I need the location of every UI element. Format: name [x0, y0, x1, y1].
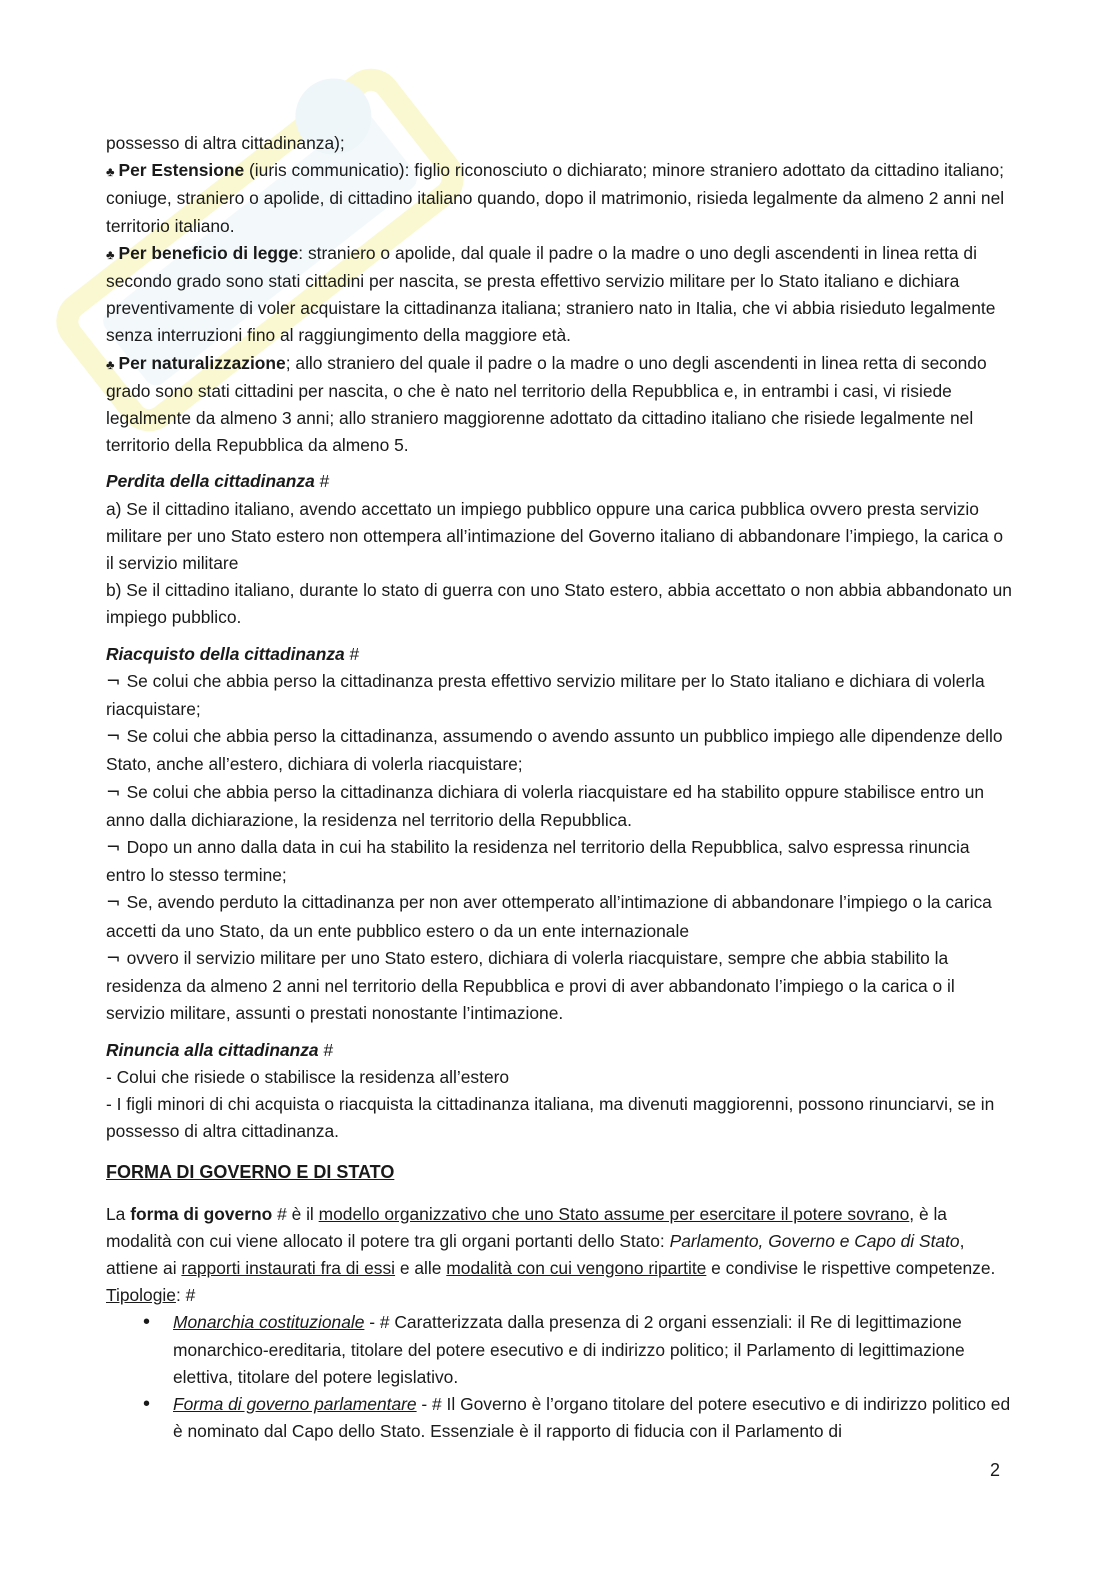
continuation-line: possesso di altra cittadinanza); [106, 133, 345, 153]
acquisition-item [106, 350, 1012, 460]
acquisition-item [106, 157, 1012, 240]
club-bullet-icon: ♣ [106, 246, 115, 262]
page-number: 2 [990, 1460, 1001, 1480]
section-heading-rinuncia: Rinuncia alla cittadinanza # [106, 1039, 334, 1060]
negation-bullet-icon: ¬ [106, 838, 121, 859]
perdita-item: b) Se il cittadino italiano, durante lo stato di guerra con uno Stato estero, abbia accettato o non abbia abbandonato un impiego pubblico. [106, 580, 1012, 628]
negation-bullet-icon: ¬ [106, 727, 121, 748]
acquisition-label: Per beneficio di legge [118, 242, 299, 263]
list-item: • Monarchia costituzionale - # Caratterizzata dalla presenza di 2 organi essenziali: il Re di legittimazione monarchico-ereditaria, titolare del potere esecutivo e di indirizzo politico; il Parlamento di legittimazione elettiva, titolare del potere legislativo. [173, 1309, 1012, 1391]
club-bullet-icon: ♣ [106, 356, 115, 372]
club-bullet-icon: ♣ [106, 164, 115, 180]
perdita-item: a) Se il cittadino italiano, avendo accettato un impiego pubblico oppure una carica pubblica ovvero presta servizio militare per uno Stato estero non ottempera all’intimazione del Governo italiano di abbandonare l’impiego, la carica o il servizio militare [106, 498, 1004, 574]
negation-bullet-icon: ¬ [106, 671, 121, 692]
acquisition-text: (iuris communicatio): figlio riconosciuto o dichiarato; minore straniero adottato da cittadino italiano; coniuge, straniero o apolide, di cittadino italiano quando, dopo il matrimonio, risieda legalmente da almeno 2 anni nel territorio italiano. [106, 160, 1005, 236]
list-item: • Forma di governo parlamentare - # Il Governo è l’organo titolare del potere esecutivo e di indirizzo politico ed è nominato dal Capo dello Stato. Essenziale è il rapporto di fiducia con il Parlamento di [173, 1391, 1012, 1445]
rinuncia-item: - I figli minori di chi acquista o riacquista la cittadinanza italiana, ma divenuti maggiorenni, possono rinunciarvi, se in possesso di altra cittadinanza. [106, 1093, 995, 1142]
section-heading-riacquisto: Riacquisto della cittadinanza # [106, 643, 360, 664]
negation-bullet-icon: ¬ [106, 782, 121, 803]
acquisition-label: Per naturalizzazione [118, 352, 286, 373]
riacquisto-item: ¬ Se colui che abbia perso la cittadinanza, assumendo o avendo assunto un pubblico impiego alle dipendenze dello Stato, anche all’estero, dichiara di volerla riacquistare; [106, 726, 1003, 775]
negation-bullet-icon: ¬ [106, 893, 121, 914]
riacquisto-item: ¬ Se colui che abbia perso la cittadinanza dichiara di volerla riacquistare ed ha stabilito oppure stabilisce entro un anno dalla dichiarazione, la residenza nel territorio della Repubblica. [106, 781, 985, 830]
riacquisto-item: ¬ ovvero il servizio militare per uno Stato estero, dichiara di volerla riacquistare, sempre che abbia stabilito la residenza da almeno 2 anni nel territorio della Repubblica e provi di aver abbandonato l’impiego o la carica o il servizio militare, assunti o prestati nonostante l’intimazione. [106, 947, 955, 1024]
acquisition-label: Per Estensione [118, 160, 245, 181]
riacquisto-item: ¬ Se colui che abbia perso la cittadinanza presta effettivo servizio militare per lo Stato italiano e dichiara di volerla riacquistare; [106, 670, 985, 720]
acquisition-text: : straniero o apolide, dal quale il padre o la madre o uno degli ascendenti in linea retta di secondo grado sono stati cittadini per nascita, se presta effettivo servizio militare per lo Stato italiano e dichiara preventivamente di voler acquistare la cittadinanza italiana; straniero nato in Italia, che vi abbia risieduto legalmente senza interruzioni fino al raggiungimento della maggiore età. [106, 242, 996, 346]
riacquisto-item: ¬ Se, avendo perduto la cittadinanza per non aver ottemperato all’intimazione di abbandonare l’impiego o la carica accetti da uno Stato, da un ente pubblico estero o da un ente internazionale [106, 892, 992, 941]
section-heading-perdita: Perdita della cittadinanza # [106, 471, 330, 492]
acquisition-text: ; allo straniero del quale il padre o la madre o uno degli ascendenti in linea retta di secondo grado sono stati cittadini per nascita, o che è nato nel territorio della Repubblica e, in entrambi i casi, vi risiede legalmente da almeno 3 anni; allo straniero maggiorenne adottato da cittadino italiano che risiede legalmente nel territorio della Repubblica da almeno 5. [106, 352, 987, 456]
document-page [106, 130, 1012, 1445]
acquisition-item [106, 240, 1012, 350]
rinuncia-item: - Colui che risiede o stabilisce la residenza all’estero [106, 1066, 510, 1087]
riacquisto-item: ¬ Dopo un anno dalla data in cui ha stabilito la residenza nel territorio della Repubblica, salvo espressa rinuncia entro lo stesso termine; [106, 837, 970, 886]
forma-heading: FORMA DI GOVERNO E DI STATO [106, 1162, 395, 1183]
forma-bullet-list [106, 1309, 1012, 1445]
negation-bullet-icon: ¬ [106, 948, 121, 969]
forma-intro: La forma di governo # è il modello organizzativo che uno Stato assume per esercitare il potere sovrano, è la modalità con cui viene allocato il potere tra gli organi portanti dello Stato: Parlamento, Governo e Capo di Stato, attiene ai rapporti instaurati fra di essi e alle modalità con cui vengono ripartite e condivise le rispettive competenze. Tipologie: # [106, 1203, 996, 1306]
